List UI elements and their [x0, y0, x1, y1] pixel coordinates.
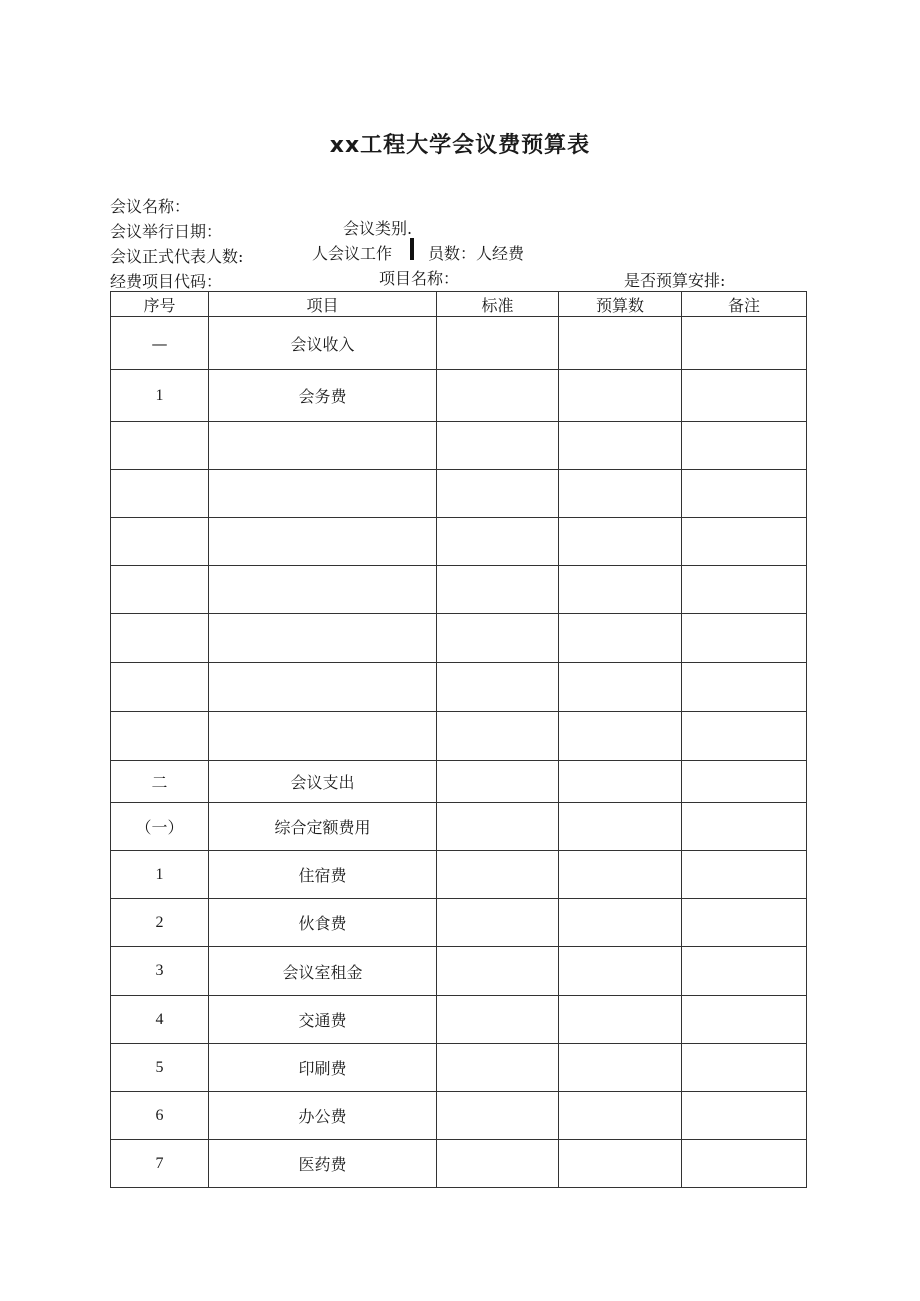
table-row [111, 851, 807, 899]
fund-code-label: 经费项目代码： [110, 272, 223, 291]
row-no: 1 [111, 851, 209, 899]
meeting-date-label: 会议举行日期： [110, 222, 223, 241]
table-row [111, 317, 807, 370]
table-header-row [111, 292, 807, 317]
remarks-cell[interactable] [682, 899, 807, 947]
budget-cell[interactable] [559, 317, 682, 370]
row-no [111, 422, 209, 470]
remarks-cell[interactable] [682, 851, 807, 899]
standard-cell[interactable] [437, 470, 559, 518]
row-item: 住宿费 [209, 851, 437, 899]
table-row [111, 1044, 807, 1092]
standard-cell[interactable] [437, 851, 559, 899]
meeting-type-label: 会议类别. [343, 219, 413, 238]
delegates-count-label: 会议正式代表人数: [110, 247, 244, 266]
budget-table [110, 291, 807, 1188]
table-row [111, 761, 807, 803]
row-item: 会议支出 [209, 761, 437, 803]
budget-cell[interactable] [559, 518, 682, 566]
standard-cell[interactable] [437, 761, 559, 803]
row-no: 6 [111, 1092, 209, 1140]
header-standard: 标准 [437, 292, 559, 317]
header-budget: 预算数 [559, 292, 682, 317]
table-row [111, 370, 807, 422]
row-no [111, 614, 209, 663]
page-title: xx工程大学会议费预算表 [329, 133, 591, 158]
table-row [111, 947, 807, 996]
row-no: 4 [111, 996, 209, 1044]
row-item: 印刷费 [209, 1044, 437, 1092]
budget-cell[interactable] [559, 663, 682, 712]
row-item: 医药费 [209, 1140, 437, 1188]
row-no [111, 470, 209, 518]
row-item [209, 422, 437, 470]
row-no: 3 [111, 947, 209, 996]
row-no: 2 [111, 899, 209, 947]
standard-cell[interactable] [437, 566, 559, 614]
budget-cell[interactable] [559, 370, 682, 422]
standard-cell[interactable] [437, 1092, 559, 1140]
row-no [111, 663, 209, 712]
standard-cell[interactable] [437, 663, 559, 712]
budget-cell[interactable] [559, 996, 682, 1044]
row-item [209, 518, 437, 566]
row-item: 综合定额费用 [209, 803, 437, 851]
row-no: 7 [111, 1140, 209, 1188]
budget-cell[interactable] [559, 761, 682, 803]
row-item: 伙食费 [209, 899, 437, 947]
row-item [209, 663, 437, 712]
staff-count-label: 员数：人经费 [428, 244, 525, 263]
row-item: 交通费 [209, 996, 437, 1044]
remarks-cell[interactable] [682, 470, 807, 518]
budget-cell[interactable] [559, 851, 682, 899]
row-no [111, 712, 209, 761]
row-no: （一） [111, 803, 209, 851]
remarks-cell[interactable] [682, 422, 807, 470]
remarks-cell[interactable] [682, 803, 807, 851]
budget-cell[interactable] [559, 422, 682, 470]
standard-cell[interactable] [437, 614, 559, 663]
header-remarks: 备注 [682, 292, 807, 317]
budget-cell[interactable] [559, 1140, 682, 1188]
standard-cell[interactable] [437, 996, 559, 1044]
row-no: 二 [111, 761, 209, 803]
row-item: 会务费 [209, 370, 437, 422]
standard-cell[interactable] [437, 803, 559, 851]
budget-cell[interactable] [559, 1092, 682, 1140]
remarks-cell[interactable] [682, 996, 807, 1044]
standard-cell[interactable] [437, 712, 559, 761]
row-no: 1 [111, 370, 209, 422]
table-row [111, 996, 807, 1044]
table-row [111, 566, 807, 614]
remarks-cell[interactable] [682, 1092, 807, 1140]
budget-cell[interactable] [559, 803, 682, 851]
standard-cell[interactable] [437, 317, 559, 370]
standard-cell[interactable] [437, 947, 559, 996]
remarks-cell[interactable] [682, 317, 807, 370]
standard-cell[interactable] [437, 422, 559, 470]
row-no [111, 566, 209, 614]
row-item [209, 614, 437, 663]
row-item: 会议室租金 [209, 947, 437, 996]
standard-cell[interactable] [437, 370, 559, 422]
row-no: 5 [111, 1044, 209, 1092]
meeting-name-label: 会议名称： [110, 197, 191, 216]
budget-cell[interactable] [559, 899, 682, 947]
table-row [111, 518, 807, 566]
table-row [111, 803, 807, 851]
remarks-cell[interactable] [682, 1140, 807, 1188]
remarks-cell[interactable] [682, 761, 807, 803]
standard-cell[interactable] [437, 1140, 559, 1188]
table-row [111, 663, 807, 712]
table-row [111, 470, 807, 518]
budget-cell[interactable] [559, 470, 682, 518]
table-row [111, 1092, 807, 1140]
standard-cell[interactable] [437, 899, 559, 947]
header-no: 序号 [111, 292, 209, 317]
remarks-cell[interactable] [682, 947, 807, 996]
standard-cell[interactable] [437, 1044, 559, 1092]
budget-cell[interactable] [559, 566, 682, 614]
table-row [111, 614, 807, 663]
budget-cell[interactable] [559, 1044, 682, 1092]
header-item: 项目 [209, 292, 437, 317]
row-item: 办公费 [209, 1092, 437, 1140]
remarks-cell[interactable] [682, 614, 807, 663]
row-no: — [111, 317, 209, 370]
row-item [209, 712, 437, 761]
staff-label: 人会议工作 [312, 244, 393, 263]
budget-cell[interactable] [559, 614, 682, 663]
row-item: 会议收入 [209, 317, 437, 370]
project-name-label: 项目名称： [379, 269, 460, 288]
row-item [209, 470, 437, 518]
row-item [209, 566, 437, 614]
table-row [111, 899, 807, 947]
table-row [111, 712, 807, 761]
remarks-cell[interactable] [682, 370, 807, 422]
row-no [111, 518, 209, 566]
remarks-cell[interactable] [682, 1044, 807, 1092]
table-row [111, 1140, 807, 1188]
budget-cell[interactable] [559, 947, 682, 996]
budget-cell[interactable] [559, 712, 682, 761]
remarks-cell[interactable] [682, 712, 807, 761]
budget-arranged-label: 是否预算安排: [624, 271, 726, 290]
remarks-cell[interactable] [682, 566, 807, 614]
remarks-cell[interactable] [682, 518, 807, 566]
table-row [111, 422, 807, 470]
standard-cell[interactable] [437, 518, 559, 566]
text-cursor-bar [410, 238, 414, 260]
remarks-cell[interactable] [682, 663, 807, 712]
